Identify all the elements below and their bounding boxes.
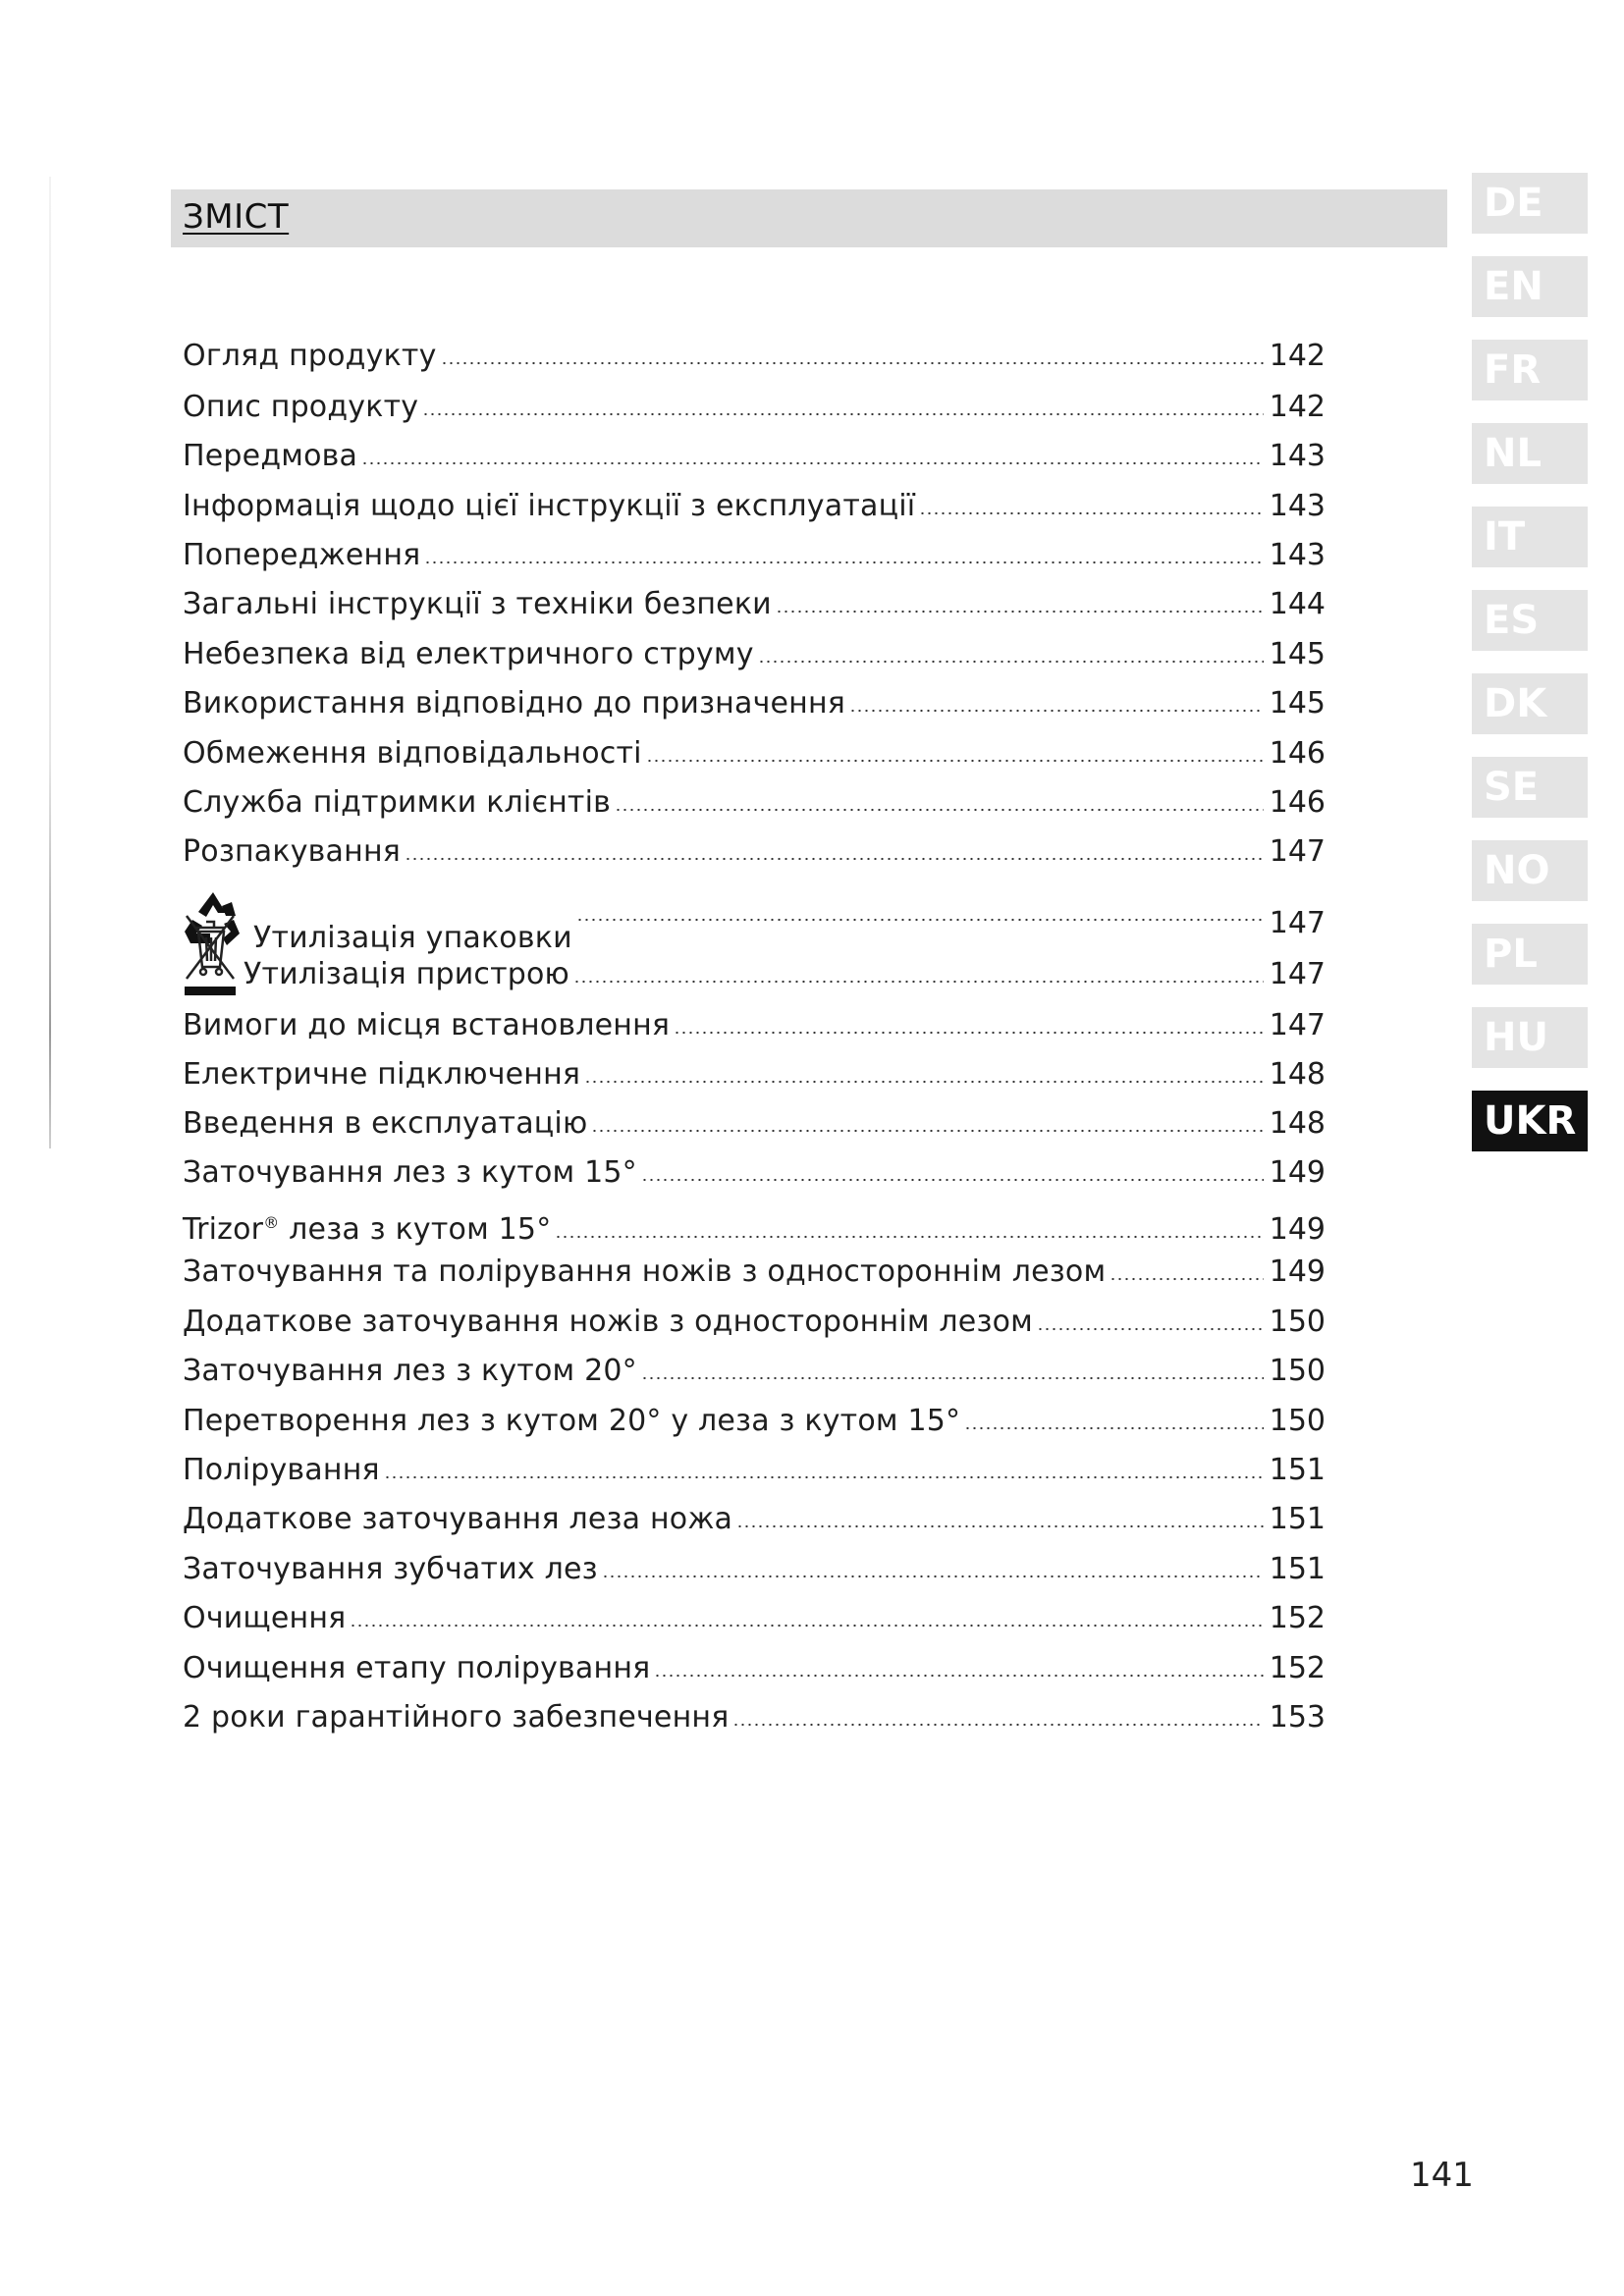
toc-entry-title: [183, 1700, 729, 1735]
toc-entry-title: [183, 489, 915, 524]
toc-entry[interactable]: [183, 834, 1326, 870]
toc-entry-text: Опис продукту: [183, 390, 419, 424]
toc-entry[interactable]: [183, 1354, 1326, 1389]
toc-entry-text: Обмеження відповідальності: [183, 736, 642, 771]
dot-leader: [654, 1672, 1263, 1680]
toc-entry-title: [183, 1552, 598, 1587]
toc-entry-title: [183, 890, 572, 956]
toc-entry-text: Додаткове заточування леза ножа: [183, 1502, 733, 1536]
toc-entry-page: 147: [1269, 834, 1326, 869]
page-title: ЗМІСТ: [183, 197, 290, 237]
dot-leader: [849, 707, 1264, 715]
toc-entry[interactable]: [183, 1155, 1326, 1191]
toc-entry-text: Очищення етапу полірування: [183, 1651, 651, 1685]
toc-entry-text: Додаткове заточування ножів з одностороннім лезом: [183, 1305, 1033, 1339]
toc-entry-page: 145: [1269, 637, 1326, 671]
toc-entry-title: [183, 1651, 650, 1686]
toc-entry-title: [183, 785, 611, 821]
toc-entry-text: Інформація щодо цієї інструкції з експлуатації: [183, 489, 916, 523]
toc-entry[interactable]: [183, 1008, 1326, 1043]
toc-entry-title: [183, 1601, 346, 1636]
left-margin-line: [49, 177, 51, 1148]
toc-entry-title: [183, 834, 401, 870]
dot-leader: [405, 855, 1264, 863]
language-tab-pl[interactable]: PL: [1472, 924, 1588, 985]
toc-entry-title: [183, 1502, 732, 1537]
toc-entry[interactable]: [183, 1305, 1326, 1340]
toc-entry-title: [183, 1008, 670, 1043]
toc-entry-page: 152: [1269, 1601, 1326, 1635]
toc-entry-title: [183, 1305, 1033, 1340]
toc-entry-page: 151: [1269, 1552, 1326, 1586]
dot-leader: [591, 1127, 1263, 1135]
toc-entry-title: [183, 339, 437, 374]
language-tab-hu[interactable]: HU: [1472, 1007, 1588, 1068]
dot-leader: [602, 1573, 1264, 1580]
dot-leader: [584, 1078, 1264, 1086]
toc-entry-text: Trizor: [183, 1212, 264, 1247]
toc-entry-page: 144: [1269, 587, 1326, 621]
toc-entry-page: 148: [1269, 1057, 1326, 1092]
toc-entry-page: 143: [1269, 489, 1326, 523]
toc-entry-title: [183, 637, 754, 672]
dot-leader: [422, 410, 1264, 418]
toc-entry-page: 149: [1269, 1212, 1326, 1247]
dot-leader: [674, 1029, 1264, 1037]
crossed-bin-icon: [183, 910, 238, 1009]
language-tab-de[interactable]: DE: [1472, 173, 1588, 234]
language-tab-nl[interactable]: NL: [1472, 423, 1588, 484]
toc-entry-title: [183, 1453, 380, 1488]
dot-leader: [641, 1176, 1264, 1184]
toc-entry-title: [183, 1155, 637, 1191]
toc-entry-page: 143: [1269, 538, 1326, 572]
toc-entry-page: 147: [1269, 905, 1326, 940]
toc-entry-text: Полірування: [183, 1453, 380, 1487]
dot-leader: [615, 806, 1264, 814]
toc-entry[interactable]: [183, 1601, 1326, 1636]
toc-entry[interactable]: [183, 1651, 1326, 1686]
toc-entry-text: Заточування лез з кутом 15°: [183, 1155, 637, 1190]
registered-mark: ®: [263, 1213, 280, 1232]
toc-entry-page: 147: [1269, 1008, 1326, 1042]
toc-entry[interactable]: [183, 1255, 1326, 1290]
dot-leader: [424, 559, 1263, 566]
dot-leader: [776, 608, 1264, 615]
toc-entry-page: 150: [1269, 1305, 1326, 1339]
toc-entry-text: Утилізація упаковки: [253, 921, 572, 955]
toc-entry-page: 147: [1269, 957, 1326, 991]
toc-entry-page: 150: [1269, 1354, 1326, 1388]
toc-entry[interactable]: [183, 785, 1326, 821]
toc-entry-text: Електричне підключення: [183, 1057, 581, 1092]
toc-entry[interactable]: [183, 339, 1326, 374]
toc-entry-title: [183, 390, 418, 425]
toc-entry[interactable]: [183, 538, 1326, 573]
toc-entry-text: Перетворення лез з кутом 20° у леза з кутом 15°: [183, 1404, 961, 1438]
toc-entry-page: 142: [1269, 390, 1326, 424]
toc-entry-title: [183, 1354, 637, 1389]
toc-entry-title: [183, 1057, 580, 1093]
toc-entry-page: 152: [1269, 1651, 1326, 1685]
toc-entry-title: [183, 686, 845, 721]
dot-leader: [736, 1522, 1264, 1530]
toc-entry-page: 143: [1269, 439, 1326, 473]
toc-entry-text: Використання відповідно до призначення: [183, 686, 846, 721]
dot-leader: [646, 757, 1264, 765]
language-tab-en[interactable]: EN: [1472, 256, 1588, 317]
toc-entry-title: [183, 587, 772, 622]
toc-entry[interactable]: [183, 587, 1326, 622]
toc-entry-title: [183, 1404, 960, 1439]
toc-entry[interactable]: [183, 1502, 1326, 1537]
toc-entry-page: 153: [1269, 1700, 1326, 1735]
toc-entry-page: 145: [1269, 686, 1326, 721]
toc-entry[interactable]: [183, 637, 1326, 672]
toc-entry[interactable]: [183, 1552, 1326, 1587]
dot-leader: [732, 1721, 1263, 1729]
dot-leader: [641, 1374, 1264, 1382]
dot-leader: [758, 658, 1264, 666]
toc-entry[interactable]: [183, 1453, 1326, 1488]
toc-entry-text: Небезпека від електричного струму: [183, 637, 754, 671]
toc-entry-page: 151: [1269, 1453, 1326, 1487]
toc-entry-page: 146: [1269, 736, 1326, 771]
dot-leader: [919, 509, 1263, 517]
toc-entry-text: Очищення: [183, 1601, 347, 1635]
toc-entry-text: Загальні інструкції з техніки безпеки: [183, 587, 772, 621]
toc-entry-text: Вимоги до місця встановлення: [183, 1008, 671, 1042]
toc-entry-text: Огляд продукту: [183, 339, 437, 373]
toc-entry-text: Попередження: [183, 538, 421, 572]
dot-leader: [573, 978, 1264, 986]
toc-entry-page: 146: [1269, 785, 1326, 820]
toc-entry-text: Заточування та полірування ножів з одностороннім лезом: [183, 1255, 1107, 1289]
section-header-bar: [171, 189, 1447, 247]
dot-leader: [555, 1233, 1263, 1241]
toc-entry-title: [183, 1205, 551, 1248]
dot-leader: [384, 1473, 1264, 1481]
language-tab-ukr[interactable]: UKR: [1472, 1091, 1588, 1151]
toc-entry-text: Заточування лез з кутом 20°: [183, 1354, 637, 1388]
language-tab-no[interactable]: NO: [1472, 840, 1588, 901]
toc-entry-text: Утилізація пристрою: [244, 957, 570, 991]
toc-entry[interactable]: [183, 957, 1326, 992]
toc-entry[interactable]: [183, 439, 1326, 474]
toc-entry[interactable]: [183, 736, 1326, 772]
toc-entry-text: Розпакування: [183, 834, 402, 869]
toc-entry[interactable]: [183, 890, 1326, 956]
toc-entry-page: 150: [1269, 1404, 1326, 1438]
dot-leader: [1110, 1275, 1263, 1283]
language-tab-se[interactable]: SE: [1472, 757, 1588, 818]
toc-entry-page: 151: [1269, 1502, 1326, 1536]
toc-entry[interactable]: [183, 1700, 1326, 1735]
toc-entry-text-rest: леза з кутом 15°: [279, 1212, 552, 1247]
toc-entry-page: 149: [1269, 1155, 1326, 1190]
dot-leader: [964, 1424, 1263, 1432]
language-tab-es[interactable]: ES: [1472, 590, 1588, 651]
dot-leader: [361, 459, 1264, 467]
dot-leader: [576, 916, 1264, 924]
toc-entry-page: 148: [1269, 1106, 1326, 1141]
toc-entry[interactable]: [183, 390, 1326, 425]
toc-entry[interactable]: [183, 1057, 1326, 1093]
language-tabs: [1472, 173, 1588, 1174]
toc-entry[interactable]: [183, 686, 1326, 721]
toc-entry-title: [183, 957, 569, 992]
toc-entry[interactable]: [183, 1404, 1326, 1439]
dot-leader: [441, 359, 1264, 367]
toc-entry-title: [183, 439, 357, 474]
toc-entry-text: Передмова: [183, 439, 358, 473]
toc-entry-text: 2 роки гарантійного забезпечення: [183, 1700, 730, 1735]
dot-leader: [1037, 1325, 1264, 1333]
toc-entry-title: [183, 1106, 587, 1142]
toc-entry-page: 149: [1269, 1255, 1326, 1289]
language-tab-dk[interactable]: DK: [1472, 673, 1588, 734]
toc-entry-text: Заточування зубчатих лез: [183, 1552, 598, 1586]
toc-entry-title: [183, 1255, 1106, 1290]
dot-leader: [350, 1622, 1263, 1629]
toc-entry-title: [183, 538, 420, 573]
toc-entry[interactable]: [183, 1205, 1326, 1248]
toc-entry-text: Служба підтримки клієнтів: [183, 785, 612, 820]
toc-entry[interactable]: [183, 1106, 1326, 1142]
page-number: 141: [1410, 2156, 1474, 2195]
language-tab-it[interactable]: IT: [1472, 507, 1588, 567]
toc-entry[interactable]: [183, 489, 1326, 524]
toc-entry-page: 142: [1269, 339, 1326, 373]
toc-entry-title: [183, 736, 642, 772]
toc-entry-text: Введення в експлуатацію: [183, 1106, 588, 1141]
language-tab-fr[interactable]: FR: [1472, 340, 1588, 400]
